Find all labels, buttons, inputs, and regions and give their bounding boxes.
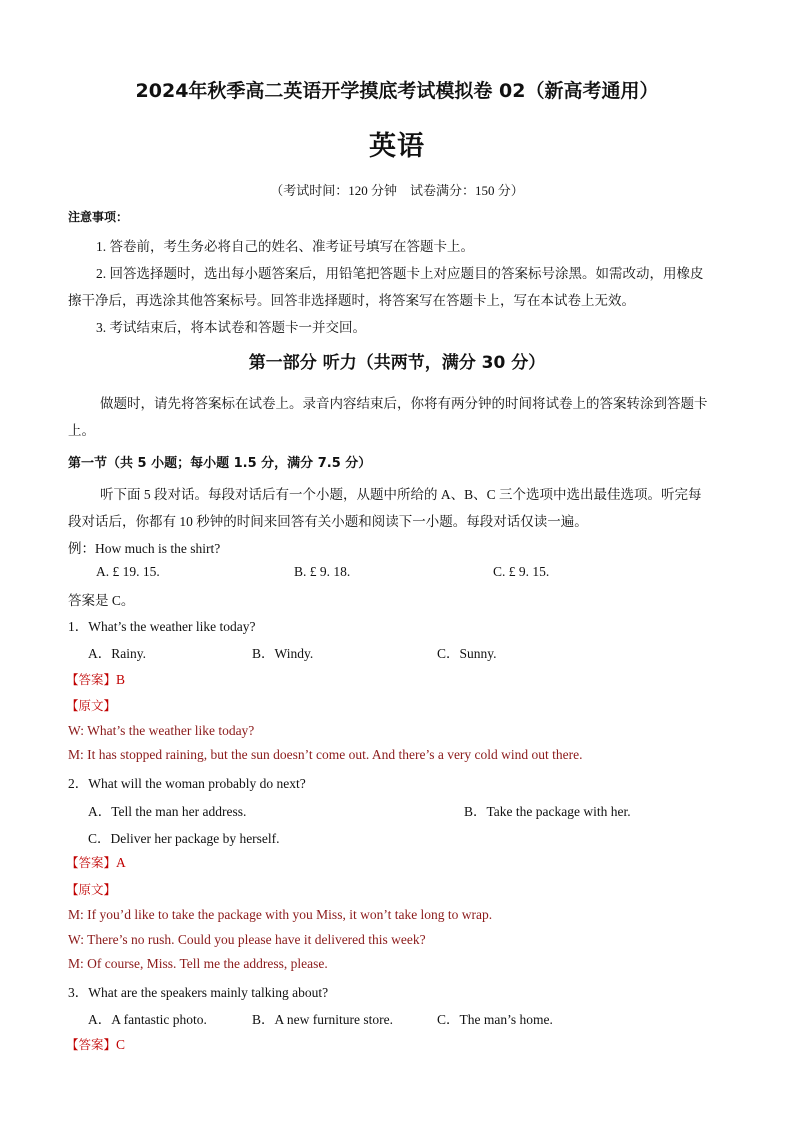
q1-option-c: C．Sunny.: [437, 646, 497, 661]
section1-intro-line1: 听下面 5 段对话。每段对话后有一个小题，从题中所给的 A、B、C 三个选项中选出最佳选项。听完每: [100, 487, 702, 502]
notice-heading: 注意事项：: [68, 210, 129, 224]
q2-option-a: A．Tell the man her address.: [88, 804, 247, 819]
q2-transcript-line-1: M: If you’d like to take the package with you Miss, it won’t take long to wrap.: [68, 907, 493, 922]
q2-question: 2．What will the woman probably do next?: [68, 776, 306, 791]
part1-intro-line1: 做题时，请先将答案标在试卷上。录音内容结束后，你将有两分钟的时间将试卷上的答案转涂到答题卡: [100, 396, 708, 411]
q1-answer-label: 【答案】: [66, 672, 117, 687]
q3-answer-value: C: [116, 1037, 126, 1052]
q1-answer-value: B: [116, 672, 126, 687]
section1-intro-line2: 段对话后，你都有 10 秒钟的时间来回答有关小题和阅读下一小题。每段对话仅读一遍。: [68, 514, 588, 529]
exam-title: 2024年秋季高二英语开学摸底考试模拟卷 02（新高考通用）: [135, 80, 659, 102]
q2-transcript-line-2: W: There’s no rush. Could you please have it delivered this week?: [68, 932, 426, 947]
subject-heading: 英语: [369, 131, 425, 162]
q1-transcript-line-2: M: It has stopped raining, but the sun doesn’t come out. And there’s a very cold wind out there.: [68, 747, 583, 762]
q2-option-c: C．Deliver her package by herself.: [88, 831, 280, 846]
q3-answer: [66, 1035, 125, 1053]
q3-option-a: A．A fantastic photo.: [88, 1012, 207, 1027]
q3-answer-label: 【答案】: [66, 1037, 117, 1052]
notice-item-3: 3. 考试结束后，将本试卷和答题卡一并交回。: [96, 320, 366, 335]
q3-option-c: C．The man’s home.: [437, 1012, 553, 1027]
q1-option-b: B．Windy.: [252, 646, 314, 661]
q2-option-b: B．Take the package with her.: [464, 804, 631, 819]
q3-option-b: B．A new furniture store.: [252, 1012, 393, 1027]
q2-answer-value: A: [116, 855, 126, 870]
q1-transcript-label: 【原文】: [66, 698, 117, 713]
example-option-a: A. £ 19. 15.: [96, 564, 160, 579]
q2-answer-label: 【答案】: [66, 855, 117, 870]
example-option-c: C. £ 9. 15.: [493, 564, 550, 579]
q2-answer: [66, 853, 126, 871]
notice-item-2: 2. 回答选择题时，选出每小题答案后，用铅笔把答题卡上对应题目的答案标号涂黑。如需改动，用橡皮: [96, 266, 704, 281]
q2-transcript-line-3: M: Of course, Miss. Tell me the address, please.: [68, 956, 328, 971]
section1-title: 第一节（共 5 小题；每小题 1.5 分，满分 7.5 分）: [68, 456, 372, 471]
q1-question: 1．What’s the weather like today?: [68, 619, 256, 634]
part1-title: 第一部分 听力（共两节，满分 30 分）: [248, 353, 546, 373]
notice-item-2-cont: 擦干净后，再选涂其他答案标号。回答非选择题时，将答案写在答题卡上，写在本试卷上无效。: [68, 293, 635, 308]
part1-intro-line2: 上。: [68, 423, 95, 438]
example-question: 例：How much is the shirt?: [68, 541, 221, 556]
q1-answer: [66, 670, 125, 688]
q1-transcript-line-1: W: What’s the weather like today?: [68, 723, 255, 738]
q3-question: 3．What are the speakers mainly talking about?: [68, 985, 329, 1000]
q1-option-a: A．Rainy.: [88, 646, 146, 661]
exam-info: （考试时间：120 分钟 试卷满分：150 分）: [270, 183, 524, 198]
notice-item-1: 1. 答卷前，考生务必将自己的姓名、准考证号填写在答题卡上。: [96, 239, 474, 254]
example-option-b: B. £ 9. 18.: [294, 564, 351, 579]
example-answer: 答案是 C。: [68, 593, 135, 608]
q2-transcript-label: 【原文】: [66, 882, 117, 897]
